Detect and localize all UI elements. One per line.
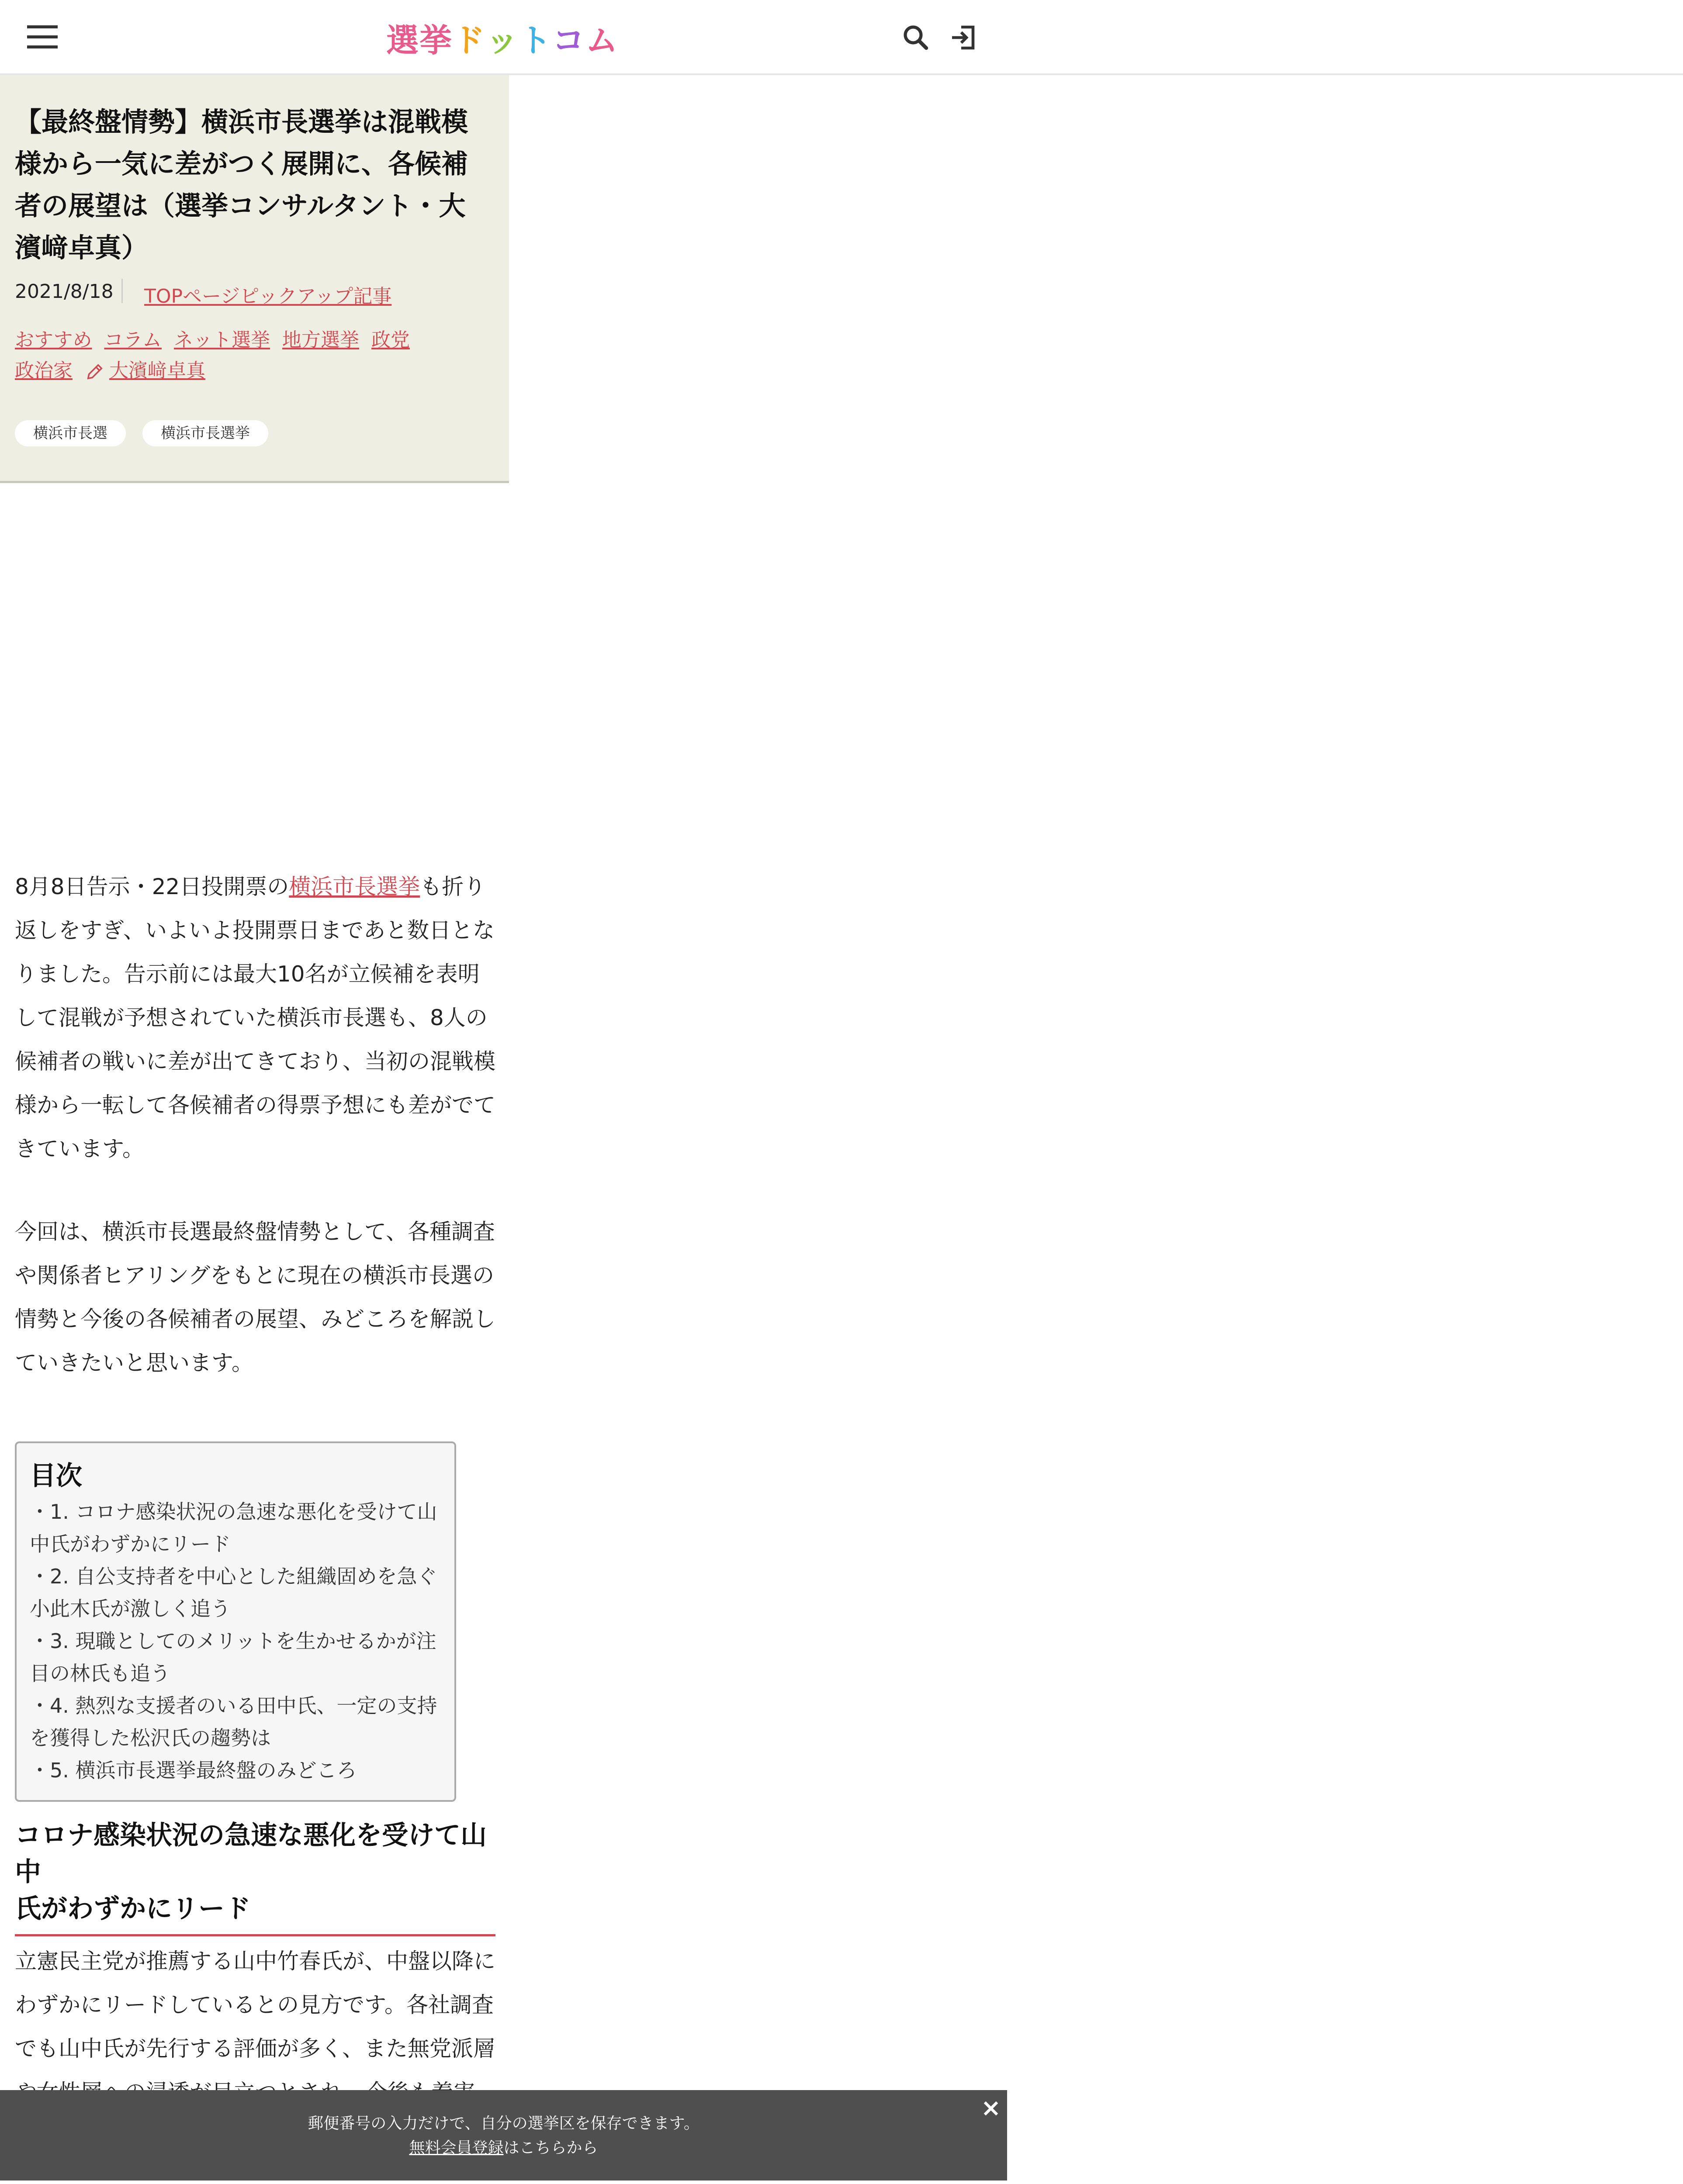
site-header <box>0 0 1683 75</box>
banner-cta <box>0 2136 1007 2158</box>
logo-char: ト <box>519 22 552 59</box>
paragraph-line: 候補者の戦いに差が出てきており、当初の混戦模 <box>15 1049 495 1074</box>
paragraph-line: わずかにリードしているとの見方です。各社調査 <box>15 1992 494 2018</box>
banner-cta-suffix: はこちらから <box>503 2139 598 2157</box>
author-link[interactable]: 大濱﨑卓真 <box>109 359 205 382</box>
tag-link-osusume[interactable]: おすすめ <box>15 329 92 351</box>
article-header <box>0 75 509 483</box>
category-link[interactable]: TOPページピックアップ記事 <box>144 285 392 308</box>
tag-link-chiho-senkyo[interactable]: 地方選挙 <box>282 329 360 351</box>
article-title: 【最終盤情勢】横浜市長選挙は混戦模様から一気に差がつく展開に、各候補者の展望は（選挙コンサルタント・大濱﨑卓真） <box>15 107 468 263</box>
toc-item[interactable]: ・3. 現職としてのメリットを生かせるかが注 <box>30 1629 436 1653</box>
logo-char: ム <box>585 22 619 59</box>
meta-divider <box>121 279 123 303</box>
paragraph-text: 8月8日告示・22日投開票の <box>15 874 289 899</box>
paragraph-line: りました。告示前には最大10名が立候補を表明 <box>15 961 480 987</box>
paragraph-line: 様から一転して各候補者の得票予想にも差がでて <box>15 1092 495 1118</box>
tag-links-row <box>15 324 495 352</box>
paragraph-line: ていきたいと思います。 <box>15 1350 253 1375</box>
paragraph-line: や関係者ヒアリングをもとに現在の横浜市長選の <box>15 1263 494 1288</box>
paragraph-line: でも山中氏が先行する評価が多く、また無党派層 <box>15 2036 495 2061</box>
toc-title: 目次 <box>30 1461 82 1491</box>
hamburger-menu-icon[interactable] <box>27 25 58 49</box>
logo-char: ッ <box>486 22 519 59</box>
tag-links-row-2 <box>15 355 495 383</box>
toc-item[interactable]: ・2. 自公支持者を中心とした組織固めを急ぐ <box>30 1565 437 1588</box>
paragraph-text: も折り <box>420 874 486 899</box>
toc-item[interactable]: ・4. 熱烈な支援者のいる田中氏、一定の支持 <box>30 1694 437 1717</box>
toc-item[interactable]: ・5. 横浜市長選挙最終盤のみどころ <box>30 1759 357 1782</box>
login-icon[interactable] <box>948 22 980 53</box>
tag-link-seito[interactable]: 政党 <box>371 329 410 351</box>
toc-item[interactable]: ・1. コロナ感染状況の急速な悪化を受けて山 <box>30 1500 437 1524</box>
paragraph-line: 今回は、横浜市長選最終盤情勢として、各種調査 <box>15 1219 495 1244</box>
banner-message: 郵便番号の入力だけで、自分の選挙区を保存できます。 <box>308 2115 700 2132</box>
body-paragraph <box>15 1210 495 1385</box>
logo-char: 選 <box>386 22 419 59</box>
toc-item[interactable]: を獲得した松沢氏の趨勢は <box>30 1726 271 1750</box>
tag-link-seijika[interactable]: 政治家 <box>15 359 73 382</box>
paragraph-line: 情勢と今後の各候補者の展望、みどころを解説し <box>15 1306 495 1332</box>
logo-char: 挙 <box>419 22 453 59</box>
tag-chip[interactable]: 横浜市長選挙 <box>142 420 268 446</box>
section-heading <box>15 1817 495 1936</box>
body-paragraph <box>15 865 495 1171</box>
toc-item[interactable]: 小此木氏が激しく追う <box>30 1597 231 1621</box>
heading-line: 氏がわずかにリード <box>15 1894 251 1924</box>
paragraph-line: 返しをすぎ、いよいよ投開票日まであと数日とな <box>15 918 495 943</box>
tag-link-column[interactable]: コラム <box>104 329 162 351</box>
paragraph-line: して混戦が予想されていた横浜市長選も、8人の <box>15 1005 488 1030</box>
toc-item[interactable]: 目の林氏も追う <box>30 1662 170 1685</box>
site-logo[interactable] <box>386 19 619 59</box>
article-date: 2021/8/18 <box>15 280 114 303</box>
tag-link-net-senkyo[interactable]: ネット選挙 <box>174 329 270 351</box>
registration-banner <box>0 2090 1007 2181</box>
tag-chip[interactable]: 横浜市長選 <box>15 420 126 446</box>
register-link[interactable]: 無料会員登録 <box>409 2139 504 2157</box>
paragraph-line: 立憲民主党が推薦する山中竹春氏が、中盤以降に <box>15 1949 495 1974</box>
close-icon[interactable] <box>982 2100 1000 2117</box>
paragraph-line: きています。 <box>15 1136 144 1161</box>
pencil-icon <box>85 362 105 382</box>
heading-line: コロナ感染状況の急速な悪化を受けて山中 <box>15 1820 487 1887</box>
table-of-contents <box>15 1441 456 1802</box>
search-icon[interactable] <box>900 22 932 53</box>
logo-char: ド <box>453 22 486 59</box>
toc-item[interactable]: 中氏がわずかにリード <box>30 1532 231 1556</box>
election-link[interactable]: 横浜市長選挙 <box>289 874 420 899</box>
logo-char: コ <box>552 22 585 59</box>
